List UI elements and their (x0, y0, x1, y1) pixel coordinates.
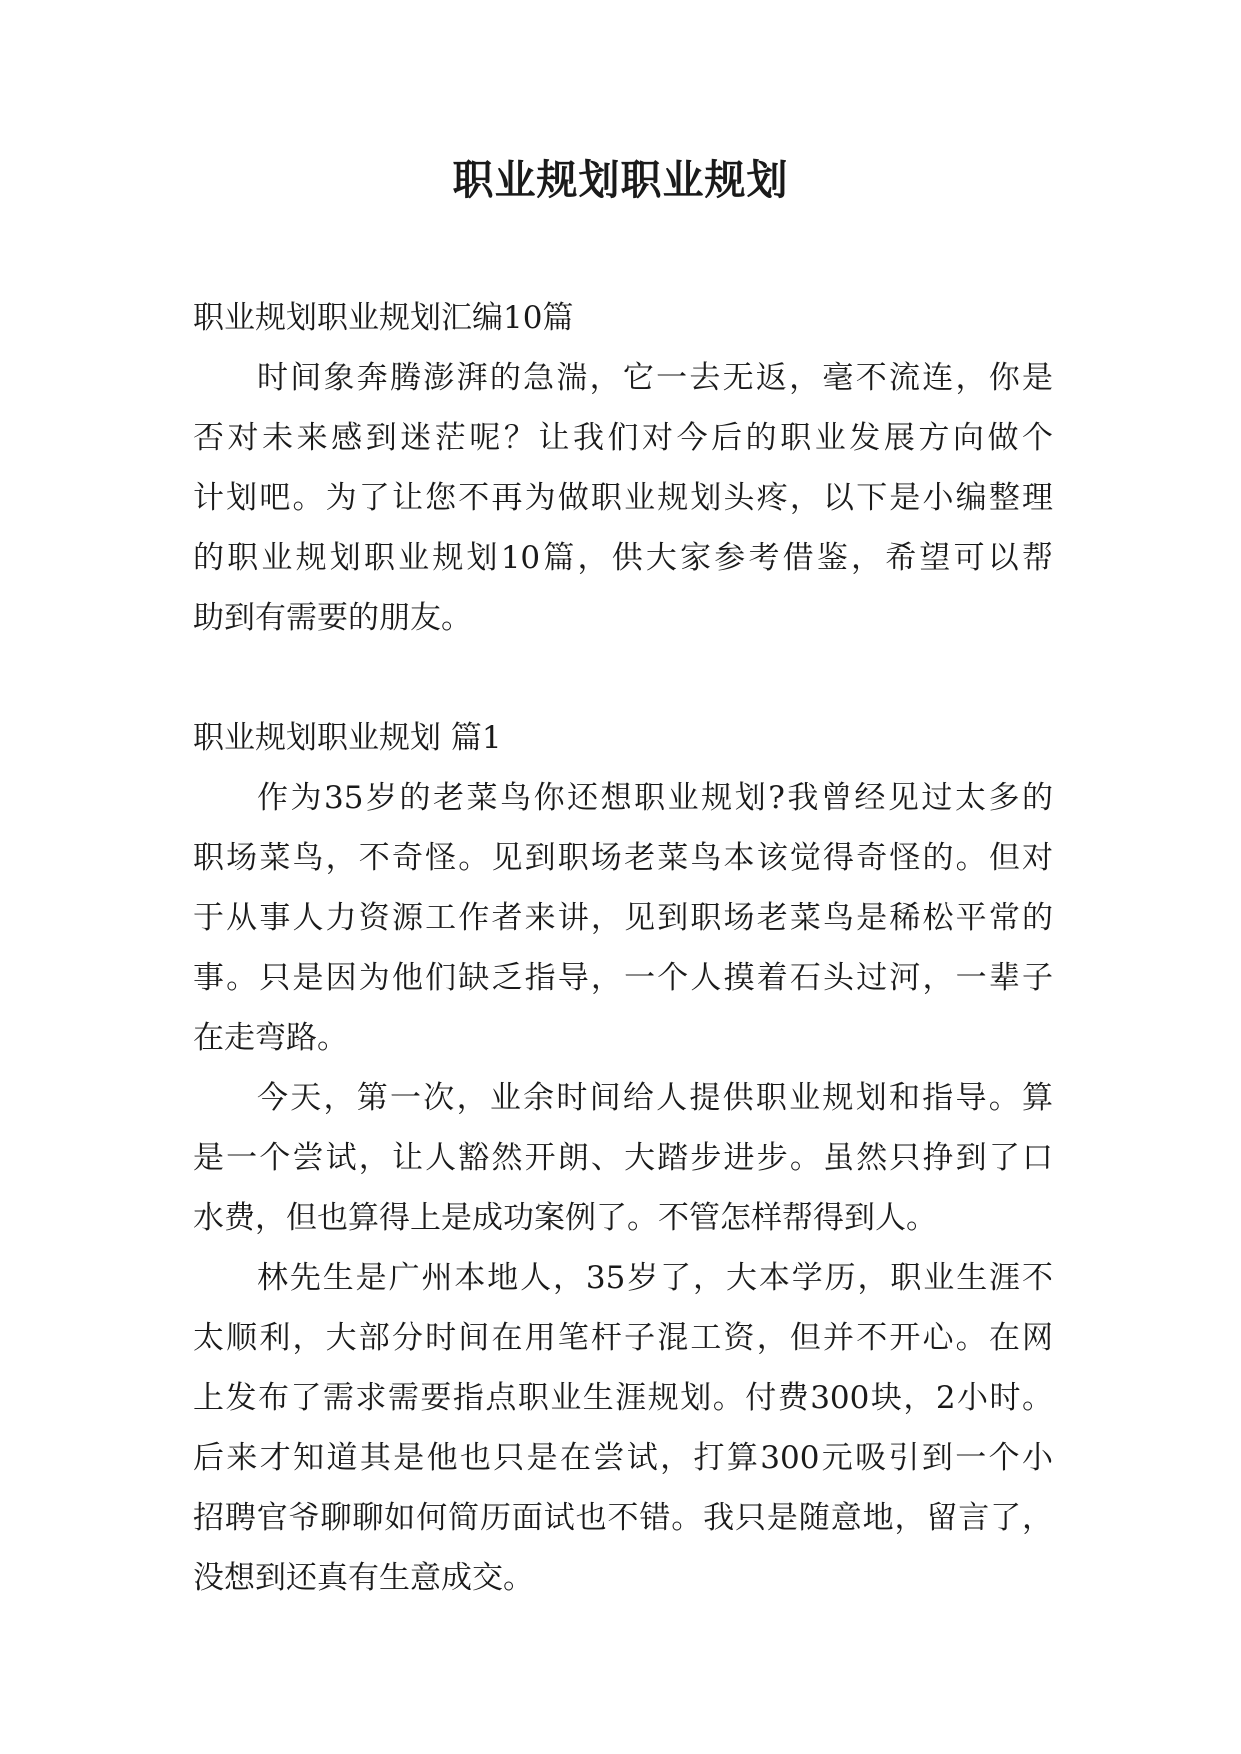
paragraph-line: 作为35岁的老菜鸟你还想职业规划?我曾经见过太多的 (257, 780, 1053, 816)
document-title: 职业规划职业规划 (452, 156, 789, 204)
document-body (193, 288, 1053, 1608)
intro-line: 的职业规划职业规划10篇，供大家参考借鉴，希望可以帮 (193, 540, 1053, 576)
paragraph-line: 事。只是因为他们缺乏指导，一个人摸着石头过河，一辈子 (193, 960, 1053, 996)
paragraph-line: 于从事人力资源工作者来讲，见到职场老菜鸟是稀松平常的 (193, 900, 1053, 936)
paragraph-line: 招聘官爷聊聊如何简历面试也不错。我只是随意地，留言了， (193, 1500, 1053, 1536)
paragraph-line: 水费，但也算得上是成功案例了。不管怎样帮得到人。 (193, 1200, 937, 1236)
intro-line: 计划吧。为了让您不再为做职业规划头疼，以下是小编整理 (193, 480, 1053, 516)
paragraph-line: 后来才知道其是他也只是在尝试，打算300元吸引到一个小 (193, 1440, 1053, 1476)
paragraph-line: 职场菜鸟，不奇怪。见到职场老菜鸟本该觉得奇怪的。但对 (193, 840, 1053, 876)
intro-line: 否对未来感到迷茫呢？让我们对今后的职业发展方向做个 (193, 420, 1053, 456)
paragraph-line: 上发布了需求需要指点职业生涯规划。付费300块，2小时。 (193, 1380, 1053, 1416)
intro-line: 时间象奔腾澎湃的急湍，它一去无返，毫不流连，你是 (257, 360, 1053, 396)
section-spacer (193, 648, 1053, 708)
paragraph-line: 是一个尝试，让人豁然开朗、大踏步进步。虽然只挣到了口 (193, 1140, 1053, 1176)
paragraph-line: 太顺利，大部分时间在用笔杆子混工资，但并不开心。在网 (193, 1320, 1053, 1356)
intro-heading: 职业规划职业规划汇编10篇 (193, 300, 574, 336)
intro-line: 助到有需要的朋友。 (193, 600, 472, 636)
paragraph-line: 今天，第一次，业余时间给人提供职业规划和指导。算 (257, 1080, 1053, 1116)
paragraph-line: 在走弯路。 (193, 1020, 348, 1056)
section-heading: 职业规划职业规划 篇1 (193, 720, 502, 756)
paragraph-line: 没想到还真有生意成交。 (193, 1560, 534, 1596)
paragraph-line: 林先生是广州本地人，35岁了，大本学历，职业生涯不 (257, 1260, 1053, 1296)
